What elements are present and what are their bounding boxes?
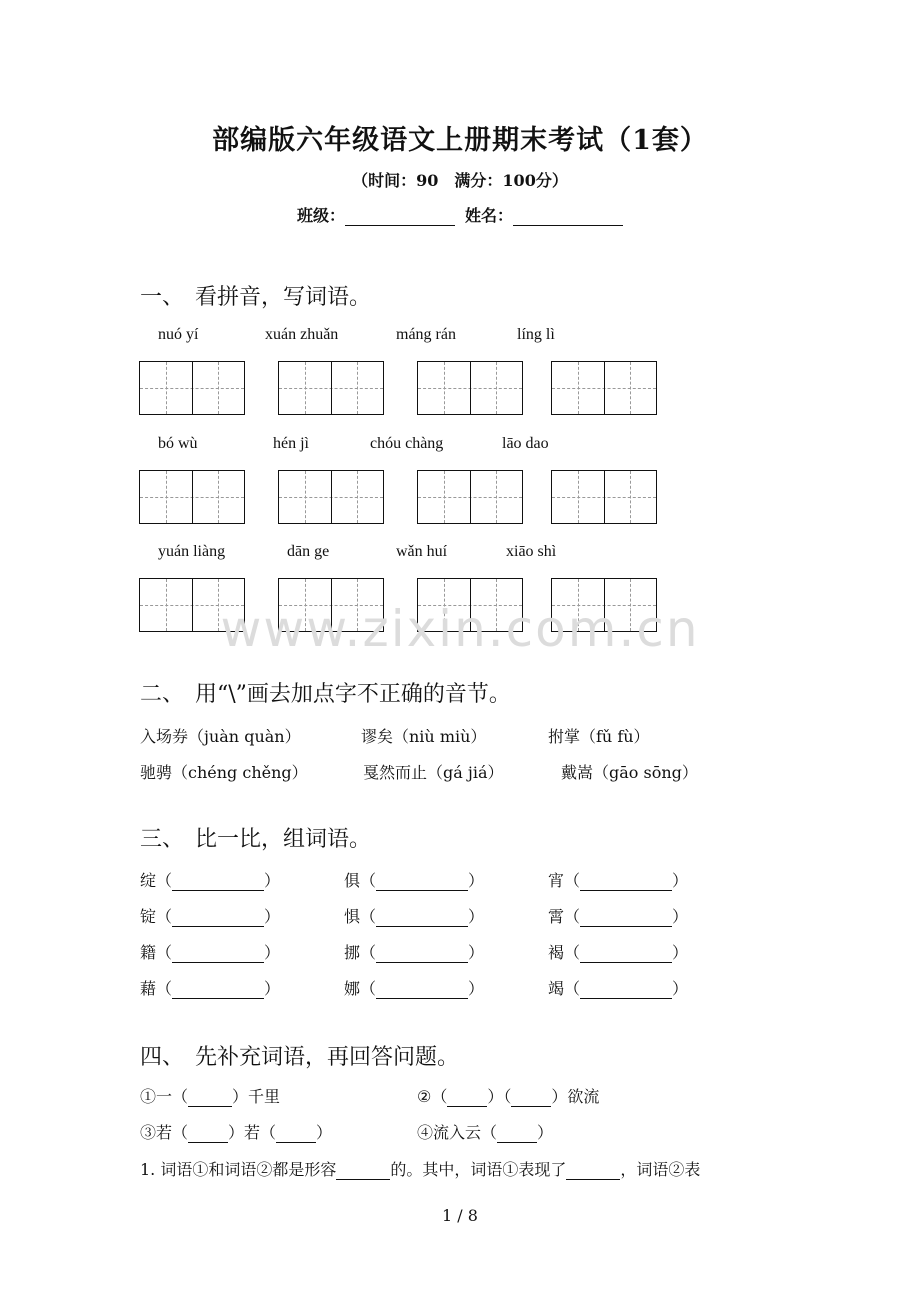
page-number: 1 / 8 bbox=[442, 1206, 478, 1225]
compare-item: 挪（ ） bbox=[344, 943, 485, 962]
compare-item: 籍（ ） bbox=[140, 943, 281, 962]
pronunciation-item: 驰骋（chéng chěng） bbox=[140, 763, 308, 782]
answer-blank[interactable] bbox=[172, 946, 264, 963]
name-blank[interactable] bbox=[513, 207, 623, 226]
compare-item: 绽（ ） bbox=[140, 871, 281, 890]
answer-blank[interactable] bbox=[376, 982, 468, 999]
idiom-text: ）欲流 bbox=[551, 1087, 600, 1106]
answer-blank[interactable] bbox=[580, 982, 672, 999]
compare-item: 褐（ ） bbox=[548, 943, 689, 962]
writing-grid[interactable] bbox=[417, 470, 523, 524]
compare-item: 藉（ ） bbox=[140, 979, 281, 998]
answer-blank[interactable] bbox=[376, 946, 468, 963]
name-label: 姓名： bbox=[465, 206, 514, 225]
pinyin-label: dān ge bbox=[287, 543, 330, 560]
section-2-heading: 二、 用“\”画去加点字不正确的音节。 bbox=[140, 682, 511, 707]
compare-char: 挪 bbox=[344, 943, 361, 962]
writing-grid[interactable] bbox=[139, 361, 245, 415]
idiom-text: ④流入云（ bbox=[417, 1123, 498, 1142]
pronunciation-item: 拊掌（fǔ fù） bbox=[548, 727, 650, 746]
idiom-text: ③若（ bbox=[140, 1123, 189, 1142]
pronunciation-item: 戛然而止（gá jiá） bbox=[363, 763, 504, 782]
pinyin-label: xuán zhuǎn bbox=[265, 326, 339, 343]
section-4-heading: 四、 先补充词语，再回答问题。 bbox=[140, 1045, 460, 1070]
watermark: www.zixin.com.cn bbox=[220, 600, 700, 658]
compare-item: 霄（ ） bbox=[548, 907, 689, 926]
compare-item: 锭（ ） bbox=[140, 907, 281, 926]
compare-char: 绽 bbox=[140, 871, 157, 890]
compare-char: 褐 bbox=[548, 943, 565, 962]
writing-grid[interactable] bbox=[139, 470, 245, 524]
answer-blank[interactable] bbox=[580, 910, 672, 927]
answer-blank[interactable] bbox=[172, 910, 264, 927]
pinyin-label: hén jì bbox=[273, 435, 309, 452]
compare-char: 竭 bbox=[548, 979, 565, 998]
pinyin-label: wǎn huí bbox=[396, 543, 448, 560]
answer-blank[interactable] bbox=[566, 1163, 620, 1180]
idiom-text: ）若（ bbox=[228, 1123, 277, 1142]
pinyin-label: xiāo shì bbox=[506, 543, 557, 560]
pinyin-label: lāo dao bbox=[502, 435, 549, 452]
answer-blank[interactable] bbox=[336, 1163, 390, 1180]
pinyin-label: líng lì bbox=[517, 326, 555, 343]
answer-blank[interactable] bbox=[376, 874, 468, 891]
answer-blank[interactable] bbox=[188, 1090, 232, 1107]
question-1 bbox=[140, 1157, 700, 1180]
answer-blank[interactable] bbox=[172, 874, 264, 891]
writing-grid[interactable] bbox=[551, 470, 657, 524]
page-title: 部编版六年级语文上册期末考试（1套） bbox=[212, 125, 708, 156]
pronunciation-item: 戴嵩（gāo sōng） bbox=[561, 763, 698, 782]
section-3-heading: 三、 比一比，组词语。 bbox=[140, 827, 372, 852]
compare-char: 锭 bbox=[140, 907, 157, 926]
pinyin-label: chóu chàng bbox=[370, 435, 444, 452]
idiom-item-4 bbox=[417, 1120, 553, 1143]
answer-blank[interactable] bbox=[447, 1090, 487, 1107]
compare-item: 俱（ ） bbox=[344, 871, 485, 890]
compare-char: 籍 bbox=[140, 943, 157, 962]
compare-item: 竭（ ） bbox=[548, 979, 689, 998]
answer-blank[interactable] bbox=[276, 1126, 316, 1143]
pinyin-label: nuó yí bbox=[158, 326, 199, 343]
question-text: 的。其中，词语①表现了 bbox=[390, 1160, 567, 1179]
idiom-item-2 bbox=[417, 1084, 599, 1107]
compare-char: 霄 bbox=[548, 907, 565, 926]
idiom-text: ①一 bbox=[140, 1087, 173, 1106]
idiom-text: ） bbox=[316, 1123, 333, 1142]
compare-item: 惧（ ） bbox=[344, 907, 485, 926]
writing-grid[interactable] bbox=[417, 361, 523, 415]
answer-blank[interactable] bbox=[376, 910, 468, 927]
idiom-item-1: ①一（ ）千里 bbox=[140, 1087, 281, 1106]
student-info-line bbox=[0, 203, 920, 226]
pronunciation-item: 谬矣（niù miù） bbox=[361, 727, 487, 746]
idiom-text: ）千里 bbox=[232, 1087, 281, 1106]
exam-info: （时间：90 满分：100分） bbox=[352, 171, 568, 190]
compare-item: 娜（ ） bbox=[344, 979, 485, 998]
idiom-text: ）（ bbox=[487, 1087, 512, 1106]
pronunciation-item: 入场券（juàn quàn） bbox=[140, 727, 301, 746]
compare-char: 宵 bbox=[548, 871, 565, 890]
pinyin-label: bó wù bbox=[158, 435, 198, 452]
compare-char: 惧 bbox=[344, 907, 361, 926]
question-text: 1. 词语①和词语②都是形容 bbox=[140, 1160, 337, 1179]
section-1-heading: 一、 看拼音，写词语。 bbox=[140, 285, 372, 310]
pinyin-label: yuán liàng bbox=[158, 543, 226, 560]
compare-char: 俱 bbox=[344, 871, 361, 890]
answer-blank[interactable] bbox=[497, 1126, 537, 1143]
idiom-text: ②（ bbox=[417, 1087, 448, 1106]
answer-blank[interactable] bbox=[188, 1126, 228, 1143]
answer-blank[interactable] bbox=[511, 1090, 551, 1107]
writing-grid[interactable] bbox=[551, 361, 657, 415]
answer-blank[interactable] bbox=[172, 982, 264, 999]
class-blank[interactable] bbox=[345, 207, 455, 226]
class-label: 班级： bbox=[296, 206, 345, 225]
writing-grid[interactable] bbox=[278, 470, 384, 524]
compare-char: 娜 bbox=[344, 979, 361, 998]
answer-blank[interactable] bbox=[580, 874, 672, 891]
idiom-text: ） bbox=[537, 1123, 554, 1142]
compare-item: 宵（ ） bbox=[548, 871, 689, 890]
answer-blank[interactable] bbox=[580, 946, 672, 963]
compare-char: 藉 bbox=[140, 979, 157, 998]
question-text: ，词语②表 bbox=[620, 1160, 701, 1179]
pinyin-label: máng rán bbox=[396, 326, 456, 343]
writing-grid[interactable] bbox=[278, 361, 384, 415]
idiom-item-3 bbox=[140, 1120, 332, 1143]
